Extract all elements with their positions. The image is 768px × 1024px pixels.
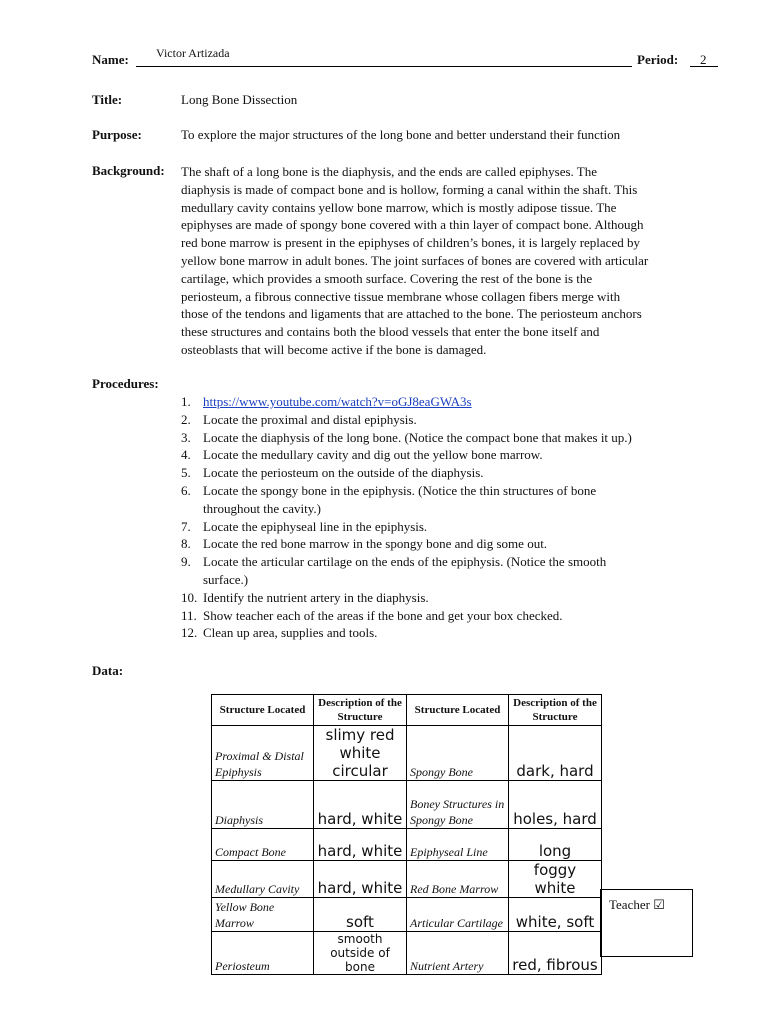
structure-cell: Red Bone Marrow bbox=[407, 861, 509, 898]
description-cell[interactable]: soft bbox=[314, 898, 407, 932]
procedure-number: 10. bbox=[181, 589, 198, 605]
description-cell[interactable]: hard, white bbox=[314, 861, 407, 898]
procedure-item bbox=[181, 518, 632, 536]
procedure-text: Locate the periosteum on the outside of the diaphysis. bbox=[203, 465, 484, 481]
procedure-text: Locate the red bone marrow in the spongy bone and dig some out. bbox=[203, 536, 548, 552]
procedure-text: Clean up area, supplies and tools. bbox=[203, 625, 378, 641]
table-header-row bbox=[212, 695, 602, 726]
procedure-text: throughout the cavity.) bbox=[203, 500, 321, 516]
background-line: epiphyses are made of spongy bone covered with a thin layer of compact bone. Although bbox=[181, 217, 644, 233]
header-description: Description of the Structure bbox=[509, 695, 602, 726]
procedure-number: 9. bbox=[181, 554, 191, 570]
background-line: red bone marrow is present in the epiphyses of children’s bones, it is largely replaced by bbox=[181, 235, 640, 251]
procedure-number: 6. bbox=[181, 482, 191, 498]
table-row bbox=[212, 898, 602, 932]
procedure-item bbox=[181, 411, 632, 429]
name-label: Name: bbox=[92, 52, 129, 67]
title-label: Title: bbox=[92, 92, 123, 107]
procedures-label: Procedures: bbox=[92, 376, 159, 391]
procedure-number: 4. bbox=[181, 447, 191, 463]
teacher-check-box[interactable] bbox=[600, 889, 693, 957]
structure-cell: Periosteum bbox=[212, 932, 314, 975]
description-cell[interactable]: hard, white bbox=[314, 781, 407, 829]
structure-cell: Medullary Cavity bbox=[212, 861, 314, 898]
procedure-item bbox=[181, 553, 632, 571]
description-cell[interactable]: long bbox=[509, 829, 602, 861]
procedure-item bbox=[181, 624, 632, 642]
description-cell[interactable]: smooth outside of bone bbox=[314, 932, 407, 975]
purpose-label: Purpose: bbox=[92, 127, 142, 142]
procedure-item bbox=[181, 535, 632, 553]
title-value: Long Bone Dissection bbox=[181, 92, 298, 107]
header-structure: Structure Located bbox=[212, 695, 314, 726]
structure-cell: Nutrient Artery bbox=[407, 932, 509, 975]
procedure-item bbox=[181, 464, 632, 482]
background-label: Background: bbox=[92, 163, 165, 178]
background-line: yellow bone marrow in adult bones. The joint surfaces of bones are covered with articular bbox=[181, 252, 649, 268]
table-row bbox=[212, 932, 602, 975]
procedure-text: surface.) bbox=[203, 571, 249, 587]
procedure-text: Locate the medullary cavity and dig out the yellow bone marrow. bbox=[203, 447, 543, 463]
structure-cell: Proximal & Distal Epiphysis bbox=[212, 726, 314, 781]
background-line: these structures and contains both the blood vessels that enter the bone itself and bbox=[181, 324, 600, 340]
procedure-item bbox=[181, 482, 632, 500]
procedure-item bbox=[181, 446, 632, 464]
description-cell[interactable]: white, soft bbox=[509, 898, 602, 932]
table-row bbox=[212, 829, 602, 861]
procedure-text: Locate the spongy bone in the epiphysis. (Notice the thin structures of bone bbox=[203, 482, 597, 498]
background-line: The shaft of a long bone is the diaphysis, and the ends are called epiphyses. The bbox=[181, 164, 598, 179]
procedure-number: 1. bbox=[181, 394, 191, 409]
structure-cell: Spongy Bone bbox=[407, 726, 509, 781]
procedure-text: Locate the articular cartilage on the ends of the epiphysis. (Notice the smooth bbox=[203, 554, 607, 570]
procedure-item-continued bbox=[181, 571, 632, 589]
procedure-number: 5. bbox=[181, 465, 191, 481]
data-table bbox=[211, 694, 602, 975]
table-row bbox=[212, 861, 602, 898]
structure-cell: Articular Cartilage bbox=[407, 898, 509, 932]
procedure-number: 11. bbox=[181, 607, 197, 623]
structure-cell: Compact Bone bbox=[212, 829, 314, 861]
background-line: osteoblasts that will become active if the bone is damaged. bbox=[181, 341, 487, 357]
table-row bbox=[212, 781, 602, 829]
procedure-number: 12. bbox=[181, 625, 198, 641]
data-label: Data: bbox=[92, 663, 124, 678]
description-cell[interactable]: hard, white bbox=[314, 829, 407, 861]
background-line: periosteum, a fibrous connective tissue membrane whose collagen fibers merge with bbox=[181, 288, 621, 304]
name-value[interactable]: Victor Artizada bbox=[156, 46, 230, 60]
procedure-item bbox=[181, 589, 632, 607]
procedure-number: 3. bbox=[181, 429, 191, 445]
procedure-text: Locate the proximal and distal epiphysis. bbox=[203, 411, 417, 427]
period-value[interactable]: 2 bbox=[700, 52, 707, 67]
procedure-text: Locate the epiphyseal line in the epiphysis. bbox=[203, 518, 428, 534]
header-structure: Structure Located bbox=[407, 695, 509, 726]
structure-cell: Boney Structures in Spongy Bone bbox=[407, 781, 509, 829]
procedures-list bbox=[181, 393, 632, 642]
background-paragraph bbox=[181, 163, 726, 359]
period-label: Period: bbox=[637, 52, 679, 67]
procedure-item bbox=[181, 393, 632, 411]
background-line: diaphysis is made of compact bone and is hollow, forming a canal within the shaft. This bbox=[181, 181, 638, 197]
procedure-text: Identify the nutrient artery in the diaphysis. bbox=[203, 589, 429, 605]
procedure-number: 7. bbox=[181, 518, 191, 534]
procedure-text: Show teacher each of the areas if the bone and get your box checked. bbox=[203, 607, 563, 623]
structure-cell: Epiphyseal Line bbox=[407, 829, 509, 861]
description-cell[interactable]: dark, hard bbox=[509, 726, 602, 781]
description-cell[interactable]: red, fibrous bbox=[509, 932, 602, 975]
description-cell[interactable]: slimy red white circular bbox=[314, 726, 407, 781]
description-cell[interactable]: foggy white bbox=[509, 861, 602, 898]
structure-cell: Diaphysis bbox=[212, 781, 314, 829]
procedure-number: 8. bbox=[181, 536, 191, 552]
teacher-check-label: Teacher ☑ bbox=[609, 897, 665, 912]
procedure-number: 2. bbox=[181, 411, 191, 427]
background-line: medullary cavity contains yellow bone marrow, which is mostly adipose tissue. The bbox=[181, 199, 617, 215]
procedure-item bbox=[181, 429, 632, 447]
procedure-item-continued bbox=[181, 500, 632, 518]
video-link[interactable]: https://www.youtube.com/watch?v=oGJ8eaGWA3s bbox=[203, 394, 472, 409]
background-line: cartilage, which provides a smooth surface. Covering the rest of the bone is the bbox=[181, 270, 593, 286]
description-cell[interactable]: holes, hard bbox=[509, 781, 602, 829]
table-row bbox=[212, 726, 602, 781]
header-description: Description of the Structure bbox=[314, 695, 407, 726]
structure-cell: Yellow Bone Marrow bbox=[212, 898, 314, 932]
background-line: those of the tendons and ligaments that are attached to the bone. The periosteum anchors bbox=[181, 306, 642, 322]
procedure-item bbox=[181, 607, 632, 625]
purpose-value: To explore the major structures of the long bone and better understand their function bbox=[181, 127, 621, 142]
procedure-text: Locate the diaphysis of the long bone. (Notice the compact bone that makes it up.) bbox=[203, 429, 632, 445]
